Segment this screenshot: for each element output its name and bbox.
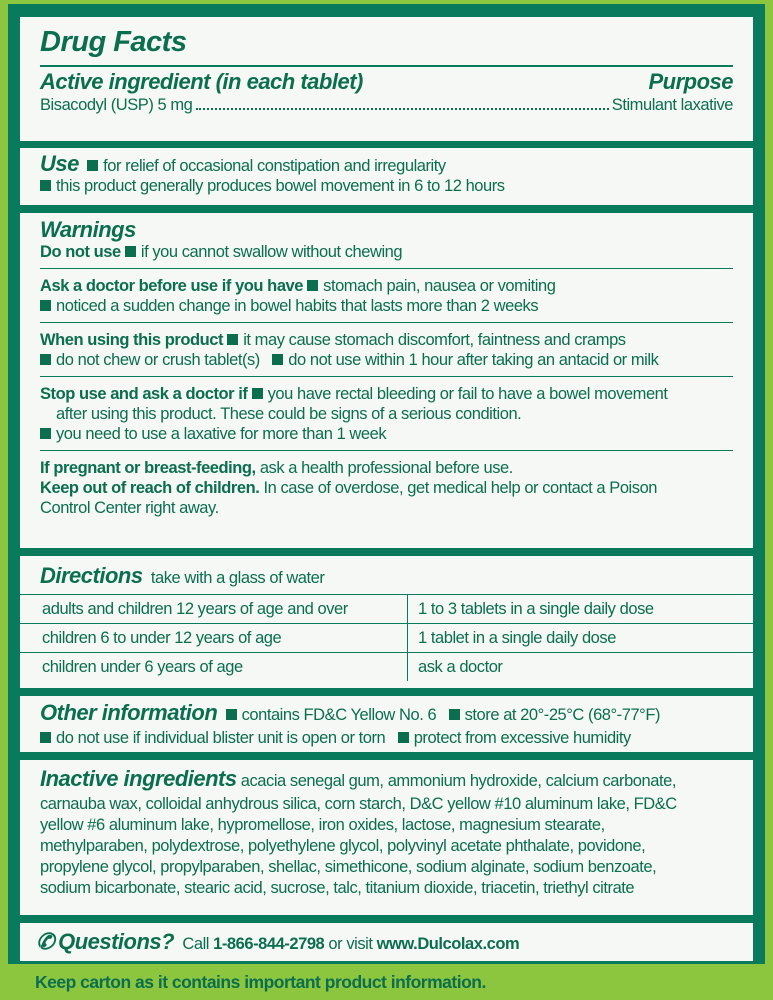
other-info-item: store at 20°-25°C (68°-77°F) [464,706,660,724]
age-group: children 6 to under 12 years of age [20,624,408,653]
bullet-icon [125,246,136,257]
age-group: children under 6 years of age [20,653,408,682]
bullet-icon [40,732,51,743]
bullet-icon [252,388,263,399]
call-text: Call [182,935,209,953]
stop-use-item: you have rectal bleeding or fail to have a bowel movement [267,385,668,403]
phone-icon: ✆ [36,929,54,954]
dose: ask a doctor [408,653,754,682]
active-ingredient-panel [20,17,753,141]
other-info-item: protect from excessive humidity [413,729,631,747]
ask-doctor-label: Ask a doctor before use if you have [40,277,303,295]
when-using-item: do not chew or crush tablet(s) [56,351,260,369]
other-info-item: do not use if individual blister unit is open or torn [56,729,386,747]
phone-number[interactable]: 1-866-844-2798 [213,935,325,953]
keep-out-text-cont: Control Center right away. [40,499,219,517]
inactive-text: carnauba wax, colloidal anhydrous silica, corn starch, D&C yellow #10 aluminum lake, FD&C [40,795,677,813]
use-heading: Use [40,151,79,176]
directions-intro: take with a glass of water [150,569,325,587]
inactive-text: yellow #6 aluminum lake, hypromellose, iron oxides, lactose, magnesium stearate, [40,816,605,834]
drug-facts-title: Drug Facts [40,26,187,58]
warnings-panel [20,213,753,548]
stop-use-item-cont: after using this product. These could be signs of a serious condition. [56,405,522,423]
divider [40,322,733,323]
pregnant-label: If pregnant or breast-feeding, [40,459,256,477]
inactive-heading: Inactive ingredients [40,766,237,791]
active-header-row [40,69,733,95]
purpose-heading: Purpose [648,69,733,94]
active-ingredient-row [40,95,733,115]
bullet-icon [307,280,318,291]
or-visit-text: or visit [328,935,373,953]
bullet-icon [40,428,51,439]
divider [40,376,733,377]
bullet-icon [87,160,98,171]
bullet-icon [40,354,51,365]
website-link[interactable]: www.Dulcolax.com [376,935,520,953]
ingredient-name: Bisacodyl (USP) 5 mg [40,96,193,114]
dose: 1 tablet in a single daily dose [408,624,754,653]
bullet-icon [398,732,409,743]
keep-out-label: Keep out of reach of children. [40,479,260,497]
directions-heading: Directions [40,563,143,588]
table-row [20,595,753,624]
ask-doctor-item: stomach pain, nausea or vomiting [323,277,556,295]
table-row [20,624,753,653]
inactive-text: sodium bicarbonate, stearic acid, sucrose, talc, titanium dioxide, triacetin, triethyl citrate [40,879,635,897]
age-group: adults and children 12 years of age and over [20,595,408,624]
pregnant-text: ask a health professional before use. [259,459,513,477]
dose: 1 to 3 tablets in a single daily dose [408,595,754,624]
stop-use-item: you need to use a laxative for more than 1 week [56,425,387,443]
when-using-item: do not use within 1 hour after taking an antacid or milk [288,351,659,369]
directions-table [20,594,753,681]
divider [40,65,733,67]
warnings-heading: Warnings [40,217,136,242]
bullet-icon [40,180,51,191]
inactive-ingredients-panel [20,760,753,915]
inactive-text: propylene glycol, propylparaben, shellac, simethicone, sodium alginate, sodium benzoate, [40,858,657,876]
questions-panel [20,923,753,961]
table-row [20,653,753,682]
other-info-heading: Other information [40,700,218,725]
directions-panel [20,556,753,688]
do-not-use-text: if you cannot swallow without chewing [140,243,403,261]
bullet-icon [227,334,238,345]
ingredient-purpose: Stimulant laxative [611,96,733,114]
bullet-icon [449,709,460,720]
inactive-text: acacia senegal gum, ammonium hydroxide, calcium carbonate, [240,772,676,790]
active-ingredient-heading: Active ingredient (in each tablet) [40,69,363,94]
ask-doctor-item: noticed a sudden change in bowel habits that lasts more than 2 weeks [56,297,539,315]
bullet-icon [226,709,237,720]
keep-out-text: In case of overdose, get medical help or contact a Poison [263,479,658,497]
divider [40,450,733,451]
bullet-icon [272,354,283,365]
use-item: for relief of occasional constipation and irregularity [103,157,446,175]
use-item: this product generally produces bowel movement in 6 to 12 hours [56,177,505,195]
inactive-text: methylparaben, polydextrose, polyethylene glycol, polyvinyl acetate phthalate, povidone, [40,837,646,855]
questions-heading: Questions? [58,929,175,954]
drug-facts-frame [8,4,765,964]
dot-leader [196,95,608,110]
other-info-item: contains FD&C Yellow No. 6 [241,706,437,724]
stop-use-label: Stop use and ask a doctor if [40,385,248,403]
when-using-item: it may cause stomach discomfort, faintness and cramps [243,331,626,349]
use-panel [20,148,753,205]
do-not-use-label: Do not use [40,243,121,261]
when-using-label: When using this product [40,331,224,349]
other-info-panel [20,696,753,752]
divider [40,268,733,269]
bullet-icon [40,300,51,311]
footer-note: Keep carton as it contains important product information. [35,972,486,992]
